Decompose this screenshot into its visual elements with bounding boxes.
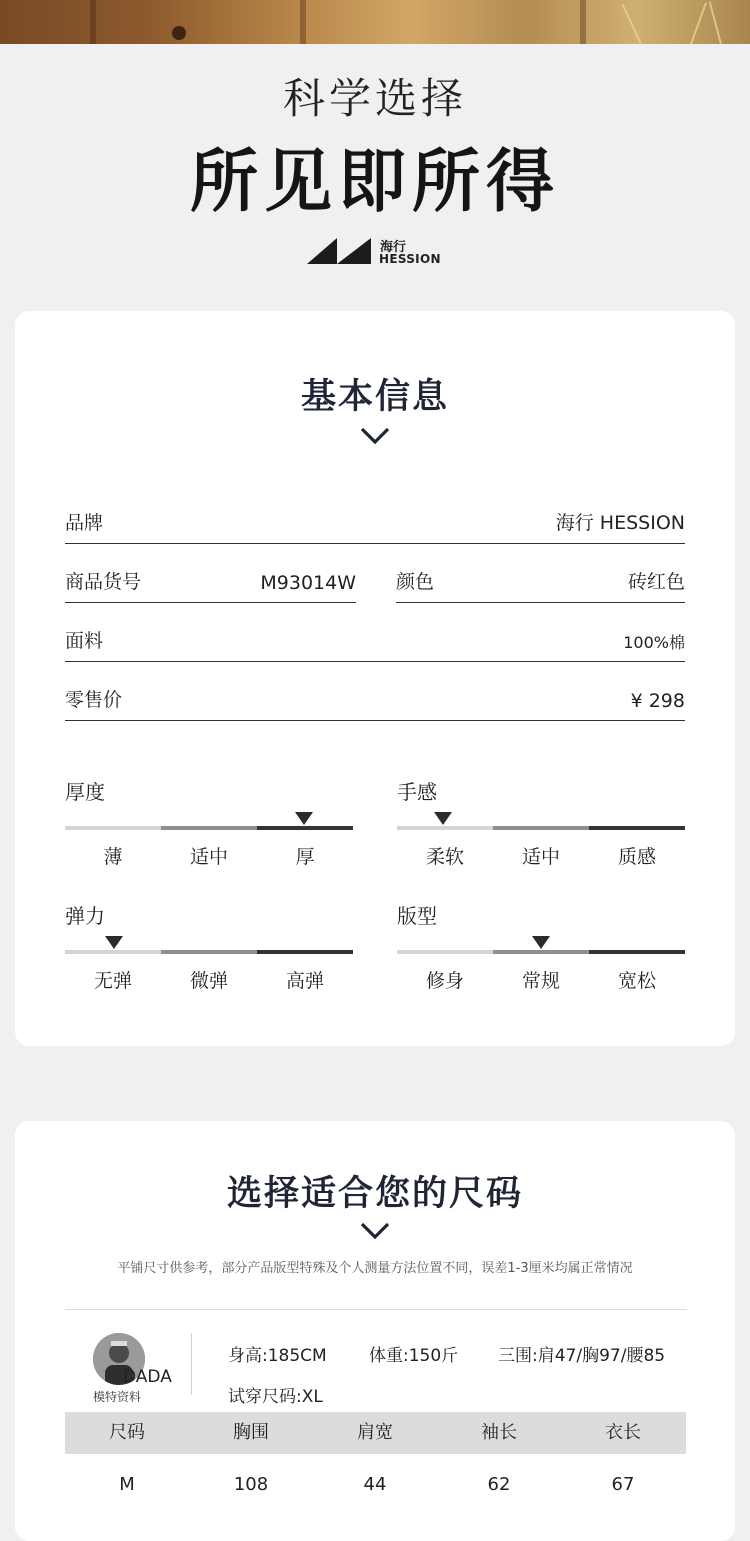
price-value: ¥ 298 bbox=[630, 690, 685, 712]
basic-info-card bbox=[15, 311, 735, 1046]
table-header-cell: 袖长 bbox=[481, 1422, 517, 1443]
scale-segment bbox=[397, 950, 493, 954]
price-label: 零售价 bbox=[65, 689, 123, 711]
scale-segment bbox=[65, 950, 161, 954]
model-tried-size: 试穿尺码:XL bbox=[228, 1387, 323, 1407]
scale-marker-icon bbox=[295, 812, 313, 825]
hero-photo bbox=[0, 0, 750, 44]
brand-label: 品牌 bbox=[65, 512, 104, 534]
divider bbox=[65, 1309, 687, 1310]
scale-segment bbox=[161, 950, 257, 954]
table-header-cell: 尺码 bbox=[109, 1422, 145, 1443]
table-header-cell: 肩宽 bbox=[357, 1422, 393, 1443]
fabric-label: 面料 bbox=[65, 630, 104, 652]
brand-logo bbox=[307, 236, 447, 268]
scale-marker-icon bbox=[105, 936, 123, 949]
color-label: 颜色 bbox=[396, 571, 435, 593]
info-row-color bbox=[396, 564, 685, 603]
item-no-label: 商品货号 bbox=[65, 571, 142, 593]
scale-segment bbox=[397, 826, 493, 830]
photo-fold bbox=[580, 0, 586, 44]
chevron-down-icon bbox=[360, 427, 390, 445]
divider bbox=[191, 1333, 192, 1395]
table-cell: M bbox=[119, 1474, 135, 1495]
item-no-value: M93014W bbox=[260, 572, 356, 594]
model-measurements: 三围:肩47/胸97/腰85 bbox=[498, 1346, 666, 1366]
scale-option: 微弹 bbox=[189, 970, 228, 992]
scale-segment bbox=[589, 826, 685, 830]
headline-subtitle: 科学选择 bbox=[282, 74, 467, 123]
info-row-item-no bbox=[65, 564, 356, 603]
table-header-cell: 衣长 bbox=[605, 1422, 641, 1443]
scale-segment bbox=[161, 826, 257, 830]
scale-option: 适中 bbox=[189, 846, 228, 868]
scale-option: 厚 bbox=[295, 846, 315, 868]
scale-option: 常规 bbox=[521, 970, 560, 992]
model-name: DADA bbox=[123, 1367, 172, 1387]
table-cell: 44 bbox=[363, 1474, 387, 1495]
brand-value: 海行 HESSION bbox=[555, 512, 685, 534]
scale-title: 版型 bbox=[397, 904, 437, 928]
scale-segment bbox=[589, 950, 685, 954]
scale-segment bbox=[65, 826, 161, 830]
info-row-price bbox=[65, 682, 685, 721]
size-card bbox=[15, 1121, 735, 1541]
scale-segment bbox=[257, 826, 353, 830]
table-header-cell: 胸围 bbox=[233, 1422, 269, 1443]
scale-option: 无弹 bbox=[93, 970, 132, 992]
scale-title: 手感 bbox=[397, 780, 437, 804]
table-cell: 108 bbox=[233, 1474, 269, 1495]
headline-title: 所见即所得 bbox=[189, 143, 560, 222]
info-row-brand bbox=[65, 505, 685, 544]
photo-fold bbox=[90, 0, 96, 44]
photo-grass bbox=[709, 1, 722, 44]
size-note: 平铺尺寸供参考，部分产品版型特殊及个人测量方法位置不同，误差1-3厘米均属正常情况 bbox=[117, 1261, 633, 1276]
scale-option: 薄 bbox=[103, 846, 123, 868]
info-row-fabric bbox=[65, 623, 685, 662]
scale-marker-icon bbox=[434, 812, 452, 825]
scale-option: 柔软 bbox=[425, 846, 464, 868]
color-value: 砖红色 bbox=[627, 571, 685, 593]
scale-marker-icon bbox=[532, 936, 550, 949]
scale-option: 宽松 bbox=[617, 970, 656, 992]
scale-title: 弹力 bbox=[65, 904, 105, 928]
scale-hand-feel bbox=[397, 776, 685, 876]
scale-option: 修身 bbox=[425, 970, 464, 992]
scale-thickness bbox=[65, 776, 353, 876]
scale-segment bbox=[257, 950, 353, 954]
scale-segment bbox=[493, 950, 589, 954]
model-height: 身高:185CM bbox=[228, 1346, 327, 1366]
table-cell: 62 bbox=[487, 1474, 511, 1495]
size-table-header bbox=[65, 1412, 686, 1454]
scale-title: 厚度 bbox=[65, 780, 105, 804]
model-tag: 模特资料 bbox=[93, 1390, 142, 1404]
brand-name-cn: 海行 bbox=[380, 240, 407, 255]
scale-segment bbox=[493, 826, 589, 830]
basic-info-title: 基本信息 bbox=[300, 377, 449, 417]
photo-button bbox=[172, 26, 186, 40]
size-title: 选择适合您的尺码 bbox=[226, 1174, 523, 1214]
scale-fit bbox=[397, 900, 685, 1000]
table-cell: 67 bbox=[611, 1474, 635, 1495]
scale-option: 适中 bbox=[521, 846, 560, 868]
scale-elasticity bbox=[65, 900, 353, 1000]
chevron-down-icon bbox=[360, 1222, 390, 1240]
model-weight: 体重:150斤 bbox=[369, 1346, 459, 1366]
fabric-value: 100%棉 bbox=[623, 633, 685, 652]
photo-grass bbox=[690, 2, 707, 44]
photo-fold bbox=[300, 0, 306, 44]
brand-name-en: HESSION bbox=[379, 252, 441, 266]
brand-mark-icon bbox=[307, 236, 373, 266]
scale-option: 高弹 bbox=[285, 970, 324, 992]
photo-grass bbox=[621, 4, 641, 45]
scale-option: 质感 bbox=[617, 846, 656, 868]
